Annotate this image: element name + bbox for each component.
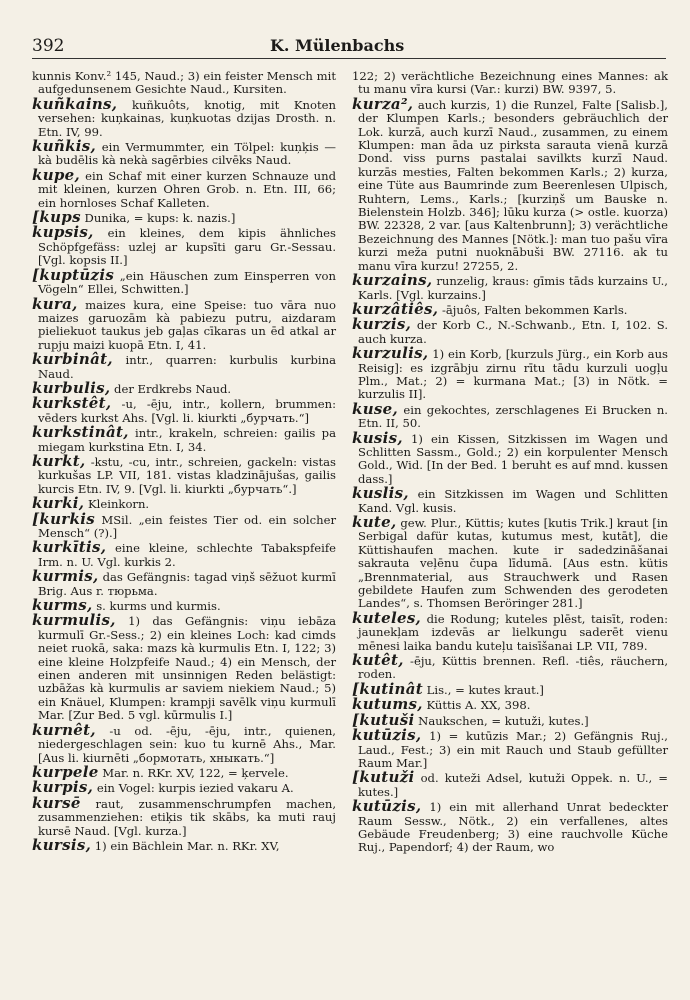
entry-headword: kutêt,	[352, 651, 404, 670]
entry-headword: kupe,	[32, 165, 81, 184]
entry-text: kuñkuôts, knotig, mit Knoten versehen: kuņkainas, kuņkuotas dzijas Drosth. n. Etn. IV, 99.	[38, 97, 336, 139]
entry-text: der Korb C., N.-Schwanb., Etn. I, 102. S. auch kurza.	[358, 318, 668, 346]
dictionary-entry	[32, 451, 336, 496]
dictionary-entry	[352, 94, 668, 273]
entry-text: der Erdkrebs Naud.	[110, 381, 232, 396]
dictionary-entry	[32, 137, 336, 168]
entry-headword: kura,	[32, 294, 78, 313]
entry-text: „ein Häuschen zum Einsperren von Vögeln“ Ellei, Schwitten.]	[38, 268, 336, 297]
entry-text: -kstu, -cu, intr., schreien, gackeln: vistas kurkušas LP. VII, 181. vistas kladzinājušas, gailis kurcis Etn. IV, 9. [Vgl. li. kiurkti „бурчать“.]	[38, 454, 336, 496]
dictionary-entry	[32, 538, 336, 569]
entry-headword: kurzâtiês,	[352, 299, 439, 318]
entry-headword: [kutuši	[352, 710, 415, 729]
page-number: 392	[32, 36, 65, 56]
entry-headword: kuñkis,	[32, 137, 97, 156]
entry-text: s. kurms und kurmis.	[92, 599, 221, 614]
entry-text: Dunika, = kups: k. nazis.]	[80, 211, 236, 226]
entry-headword: kurkstinât,	[32, 423, 129, 442]
entry-text: gew. Plur., Küttis; kutes [kutis Trik.] kraut [in Serbigal dafür kutas, kutumus mest, kutāt], die Küttishaufen machen. kute ir sadedzināšanai sakrauta veļēnu čupa līdumā. [Aus estn. kütis „Brennmaterial, aus Strauchwerk und Rasen gebildete Haufen zum Schwenden des gerodeten Landes“, s. Thomsen Beröringer 281.]	[358, 516, 668, 611]
entry-text: die Rodung; kuteles plēst, taisīt, roden: jaunekļam izdevās ar lielkungu saderēt vienu mēnesi laika bandu kuteļu taisīšanai LP. VII, 789.	[358, 611, 668, 653]
entry-text: Mar. n. RKr. XV, 122, = ķervele.	[98, 765, 289, 780]
entry-text: MSil. „ein feistes Tier od. ein solcher Mensch“ (?).]	[38, 512, 336, 540]
entry-headword: kusis,	[352, 428, 403, 447]
dictionary-entry	[32, 793, 336, 838]
entry-headword: kurpele	[32, 762, 99, 781]
entry-text: 1) ein Korb, [kurzuls Jürg., ein Korb aus Reisig]: es izgrābju zirnu rītu tādu kurzuli uogļu Plm., Mat.; 2) = kurmana Mat.; [3) in Nötk. = kurzulis II].	[358, 347, 668, 402]
entry-text: intr., krakeln, schreien: gailis pa miegam kurkstina Etn. I, 34.	[38, 426, 336, 454]
entry-text: intr., quarren: kurbulis kurbina Naud.	[38, 353, 336, 381]
entry-text: 1) = kutūzis Mar.; 2) Gefängnis Ruj., Laud., Fest.; 3) ein mit Rauch und Staub gefüllter Raum Mar.]	[358, 729, 668, 770]
entry-headword: kurki,	[32, 494, 85, 513]
dictionary-entry	[352, 513, 668, 611]
entry-text: eine kleine, schlechte Tabakspfeife Irm. n. U. Vgl. kurkis 2.	[38, 541, 336, 569]
entry-headword: [kurkis	[32, 509, 95, 528]
entry-headword: kute,	[352, 513, 397, 531]
right-column	[352, 70, 668, 856]
entry-text: 1) ein Bächlein Mar. n. RKr. XV,	[91, 838, 280, 853]
dictionary-entry	[352, 315, 668, 346]
entry-text: runzelig, kraus: gīmis tāds kurzains U., Karls. [Vgl. kurzains.]	[358, 274, 668, 302]
entry-headword: kurza²,	[352, 94, 414, 113]
entry-text: maizes kura, eine Speise: tuo vāra nuo maizes garuozām kà pabiezu putru, aizdaram pieliekuot taukus jeb gaļas cīkaras un ēd atkal ar rupju maizi kuopā Etn. I, 41.	[38, 297, 336, 352]
dictionary-entry	[32, 265, 336, 297]
entry-text: ein kleines, dem kipis ähnliches Schöpfgefäss: uzlej ar kupsīti garu Gr.-Sessau. [Vgl. kopsis II.]	[38, 226, 336, 268]
entry-headword: kurzulis,	[352, 344, 429, 363]
dictionary-entry	[32, 70, 336, 97]
entry-headword: kutūzis,	[352, 726, 422, 745]
entry-text: -u, -ēju, intr., kollern, brummen: vēders kurkst Ahs. [Vgl. li. kiurkti „бурчать.“]	[38, 397, 336, 425]
entry-text: 122; 2) verächtliche Bezeichnung eines Mannes: ak tu manu vīra kursi (Var.: kurzi) BW. 9397, 5.	[352, 69, 668, 97]
entry-headword: [kups	[32, 208, 81, 227]
entry-text: 1) das Gefängnis: viņu iebāza kurmulī Gr.-Sess.; 2) ein kleines Loch: kad cimds neiet ruokā, saka: mazs kà kurmulis Etn. I, 122; 3) eine kleine Holzpfeife Naud.; 4) ein Mensch, der einen anderen mit unsinnigen Reden belästigt: uzbāžas kà kurmulis ar saviem niekiem Naud.; 5) ein Knäuel, Klumpen: krampji savēlk viņu kurmulī Mar. [Zur Bed. 5 vgl. kūrmulis I.]	[38, 614, 336, 723]
dictionary-entry	[352, 271, 668, 302]
dictionary-entry	[32, 567, 336, 598]
entry-text: -ājuôs, Falten bekommen Karls.	[438, 302, 628, 317]
entry-headword: kurkītis,	[32, 538, 107, 557]
entry-headword: kurkt,	[32, 451, 86, 470]
entry-text: ein Vermummter, ein Tölpel: kuņķis — kà budēlis kà nekà sagērbies cilvēks Naud.	[38, 140, 336, 168]
entry-text: -u od. -ēju, -ēju, intr., quienen, niedergeschlagen sein: kuo tu kurnē Ahs., Mar. [Aus li. kiurnēti „бормотать, хныкать.“]	[38, 723, 336, 765]
entry-headword: kuse,	[352, 399, 399, 418]
dictionary-entry	[352, 428, 668, 487]
dictionary-entry	[32, 94, 336, 139]
entry-headword: kursē	[32, 793, 81, 812]
running-title: K. Mülenbachs	[270, 36, 405, 55]
entry-text: ein gekochtes, zerschlagenes Ei Brucken n. Etn. II, 50.	[358, 402, 668, 431]
dictionary-entry	[352, 484, 668, 515]
entry-text: 1) ein Kissen, Sitzkissen im Wagen und Schlitten Sassm., Gold.; 2) ein korpulenter Mensch Gold., Wid. [In der Bed. 1 beruht es auf mnd. kussen dass.]	[358, 431, 668, 486]
entry-headword: kurmis,	[32, 567, 99, 586]
dictionary-entry	[352, 70, 668, 97]
dictionary-entry	[32, 835, 336, 854]
entry-text: Lis., = kutes kraut.]	[422, 682, 544, 697]
entry-headword: kursis,	[32, 835, 92, 854]
entry-headword: kurbulis,	[32, 378, 111, 397]
entry-headword: kurmulis,	[32, 611, 116, 630]
entry-headword: kuñkains,	[32, 94, 118, 113]
dictionary-entry	[352, 797, 668, 855]
entry-text: raut, zusammenschrumpfen machen, zusammenziehen: etiķis tik skābs, ka muti rauj kursē Naud. [Vgl. kurza.]	[38, 796, 336, 838]
dictionary-entry	[352, 651, 668, 682]
entry-headword: [kutinât	[352, 679, 423, 698]
entry-headword: kurbinât,	[32, 350, 113, 369]
entry-text: das Gefängnis: tagad viņš sēžuot kurmī Brig. Aus r. тюрьма.	[38, 570, 336, 598]
dictionary-entry	[352, 344, 668, 402]
entry-text: -ēju, Küttis brennen. Refl. -tiês, räuchern, roden.	[358, 654, 668, 682]
entry-text: 1) ein mit allerhand Unrat bedeckter Raum Sessw., Nötk., 2) ein verfallenes, altes Gebäude Freudenberg; 3) eine rauchvolle Küche Ruj., Papendorf; 4) der Raum, wo	[358, 800, 668, 855]
entry-headword: kutūzis,	[352, 797, 422, 816]
dictionary-entry	[352, 399, 668, 431]
entry-headword: kurpis,	[32, 778, 94, 797]
entry-text: ein Vogel: kurpis iezied vakaru A.	[93, 781, 294, 796]
dictionary-entry	[32, 165, 336, 210]
entry-headword: [kuptūzis	[32, 265, 115, 284]
entry-headword: [kutuži	[352, 768, 415, 787]
entry-text: od. kuteži Adsel, kutuži Oppek. n. U., = kutes.]	[358, 771, 668, 799]
dictionary-entry	[352, 726, 668, 770]
dictionary-entry	[32, 611, 336, 723]
dictionary-entry	[352, 768, 668, 799]
entry-headword: kutums,	[352, 695, 423, 714]
dictionary-entry	[32, 423, 336, 454]
entry-text: Naukschen, = kutuži, kutes.]	[414, 713, 589, 728]
dictionary-entry	[32, 294, 336, 353]
entry-headword: kupsis,	[32, 223, 94, 242]
entry-headword: kurzis,	[352, 315, 412, 334]
entry-text: kunnis Konv.² 145, Naud.; 3) ein feister Mensch mit aufgedunsenem Gesichte Naud., Kursiten.	[32, 69, 336, 97]
entry-text: Kleinkorn.	[84, 497, 150, 512]
entry-text: ein Sitzkissen im Wagen und Schlitten Kand. Vgl. kusis.	[358, 487, 668, 515]
dictionary-entry	[352, 608, 668, 653]
header-rule	[32, 58, 666, 59]
entry-headword: kurzains,	[352, 271, 433, 290]
entry-headword: kurnêt,	[32, 720, 96, 739]
entry-text: ein Schaf mit einer kurzen Schnauze und mit kleinen, kurzen Ohren Grob. n. Etn. III, 66; ein hornloses Schaf Kalleten.	[38, 168, 336, 210]
entry-text: auch kurzis, 1) die Runzel, Falte [Salisb.], der Klumpen Karls.; besonders gebräuchlich der Lok. kurzā, auch kurzī Naud., zusammen, zu einem Klumpen: man āda uz pirksta sarauta vienā kurzā Dond. viss purns pastalai savilkts kurzī Naud. kurzās mesties, Falten bekommen Karls.; 2) kurza, eine Tüte aus Baumrinde zum Beerenlesen Ulpisch, Ruhtern, Lems., Karls.; [kurziņš um Bauske n. Bielenstein Holzb. 346]; lūku kurza (> ostle. kuorza) BW. 22328, 2 var. [aus Kaltenbrunn]; 3) verächtliche Bezeichnung des Mannes [Nötk.]: man tuo pašu vīra kurzi meža putni nuoknābuši BW. 27116. ak tu manu vīra kurzu! 27255, 2.	[358, 97, 668, 273]
dictionary-entry	[32, 350, 336, 381]
entry-headword: kuteles,	[352, 608, 422, 627]
left-column	[32, 70, 336, 854]
dictionary-entry	[32, 509, 336, 541]
entry-text: Küttis A. XX, 398.	[422, 698, 531, 713]
entry-headword: kurms,	[32, 596, 93, 615]
dictionary-entry	[32, 223, 336, 268]
dictionary-entry	[32, 394, 336, 425]
dictionary-entry	[32, 720, 336, 765]
entry-headword: kuslis,	[352, 484, 409, 503]
entry-headword: kurkstêt,	[32, 394, 112, 413]
